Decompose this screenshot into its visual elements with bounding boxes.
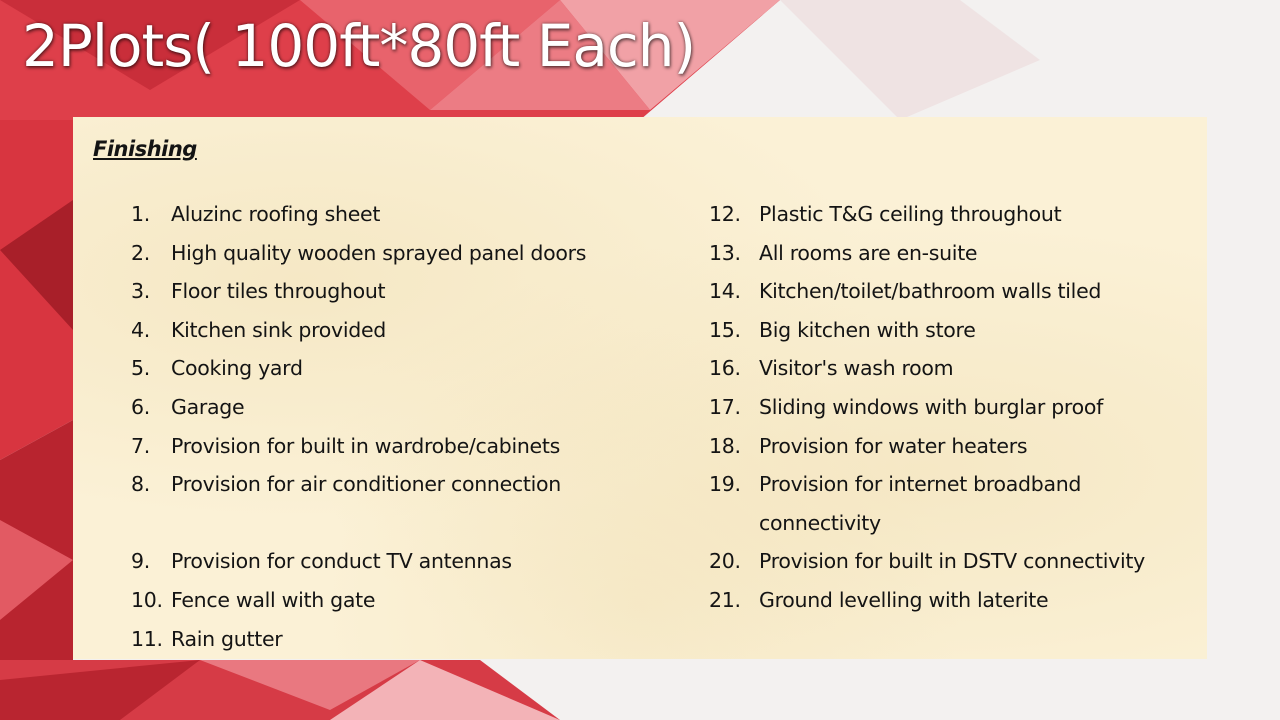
list-item-number: 1. [131, 202, 150, 226]
list-item-text: Aluzinc roofing sheet [171, 202, 381, 226]
list-item [709, 272, 1179, 311]
list-item-text: Provision for conduct TV antennas [171, 549, 512, 574]
list-item-text: Visitor's wash room [759, 356, 954, 381]
list-item-text: All rooms are en-suite [759, 240, 978, 265]
list-item [131, 272, 691, 311]
list-item-number: 4. [131, 317, 150, 342]
list-item-text: Provision for internet broadband connectivity [759, 472, 1082, 535]
list-item-number: 15. [709, 317, 741, 342]
list-item [131, 388, 691, 427]
list-item [709, 388, 1179, 427]
list-item-number: 11. [131, 626, 163, 651]
list-item [131, 581, 691, 620]
finishing-list-right [709, 195, 1179, 620]
list-item-number: 13. [709, 240, 741, 265]
slide-title: 2Plots( 100ft*80ft Each) [22, 12, 696, 80]
list-item [131, 311, 691, 350]
list-item-text: Rain gutter [171, 626, 283, 651]
list-item-text: Kitchen sink provided [171, 317, 387, 342]
list-item [709, 311, 1179, 350]
list-item [131, 234, 691, 273]
list-item-text: Sliding windows with burglar proof [759, 394, 1103, 419]
list-item-number: 5. [131, 356, 150, 381]
list-item [709, 465, 1179, 542]
list-item-number: 17. [709, 394, 741, 419]
list-item-text: Floor tiles throughout [171, 279, 386, 304]
list-item [131, 349, 691, 388]
list-item [709, 195, 1179, 234]
list-item-number: 12. [709, 202, 741, 226]
list-item-text: Fence wall with gate [171, 587, 376, 612]
list-item-text: Plastic T&G ceiling throughout [759, 202, 1062, 226]
list-item [131, 195, 691, 234]
list-item-text: High quality wooden sprayed panel doors [171, 240, 587, 265]
finishing-panel [73, 117, 1207, 659]
list-item [709, 542, 1179, 581]
list-item [709, 234, 1179, 273]
list-item-text: Kitchen/toilet/bathroom walls tiled [759, 279, 1102, 304]
list-item-text: Provision for built in DSTV connectivity [759, 549, 1145, 574]
list-item-text: Garage [171, 394, 245, 419]
list-item [131, 620, 691, 659]
list-item-number: 2. [131, 240, 150, 265]
list-item-number: 8. [131, 472, 150, 497]
list-item [131, 542, 691, 581]
list-item-text: Cooking yard [171, 356, 303, 381]
list-item-number: 20. [709, 549, 741, 574]
finishing-list-left [131, 195, 691, 658]
list-item [131, 465, 691, 504]
list-item [709, 349, 1179, 388]
list-spacer [131, 504, 691, 543]
list-item [131, 427, 691, 466]
list-item-text: Provision for built in wardrobe/cabinets [171, 433, 560, 458]
list-item-text: Ground levelling with laterite [759, 587, 1049, 612]
list-item-number: 16. [709, 356, 741, 381]
list-item-number: 18. [709, 433, 741, 458]
list-item-text: Big kitchen with store [759, 317, 976, 342]
list-item-number: 14. [709, 279, 741, 304]
list-item-number: 3. [131, 279, 150, 304]
list-item-number: 21. [709, 587, 741, 612]
list-item-number: 10. [131, 587, 163, 612]
list-item-number: 6. [131, 394, 150, 419]
list-item-number: 7. [131, 433, 150, 458]
section-heading: Finishing [93, 137, 197, 161]
list-item-text: Provision for air conditioner connection [171, 472, 561, 497]
list-item [709, 427, 1179, 466]
list-item-number: 19. [709, 472, 741, 497]
list-item-text: Provision for water heaters [759, 433, 1028, 458]
list-item [709, 581, 1179, 620]
list-item-number: 9. [131, 549, 150, 574]
